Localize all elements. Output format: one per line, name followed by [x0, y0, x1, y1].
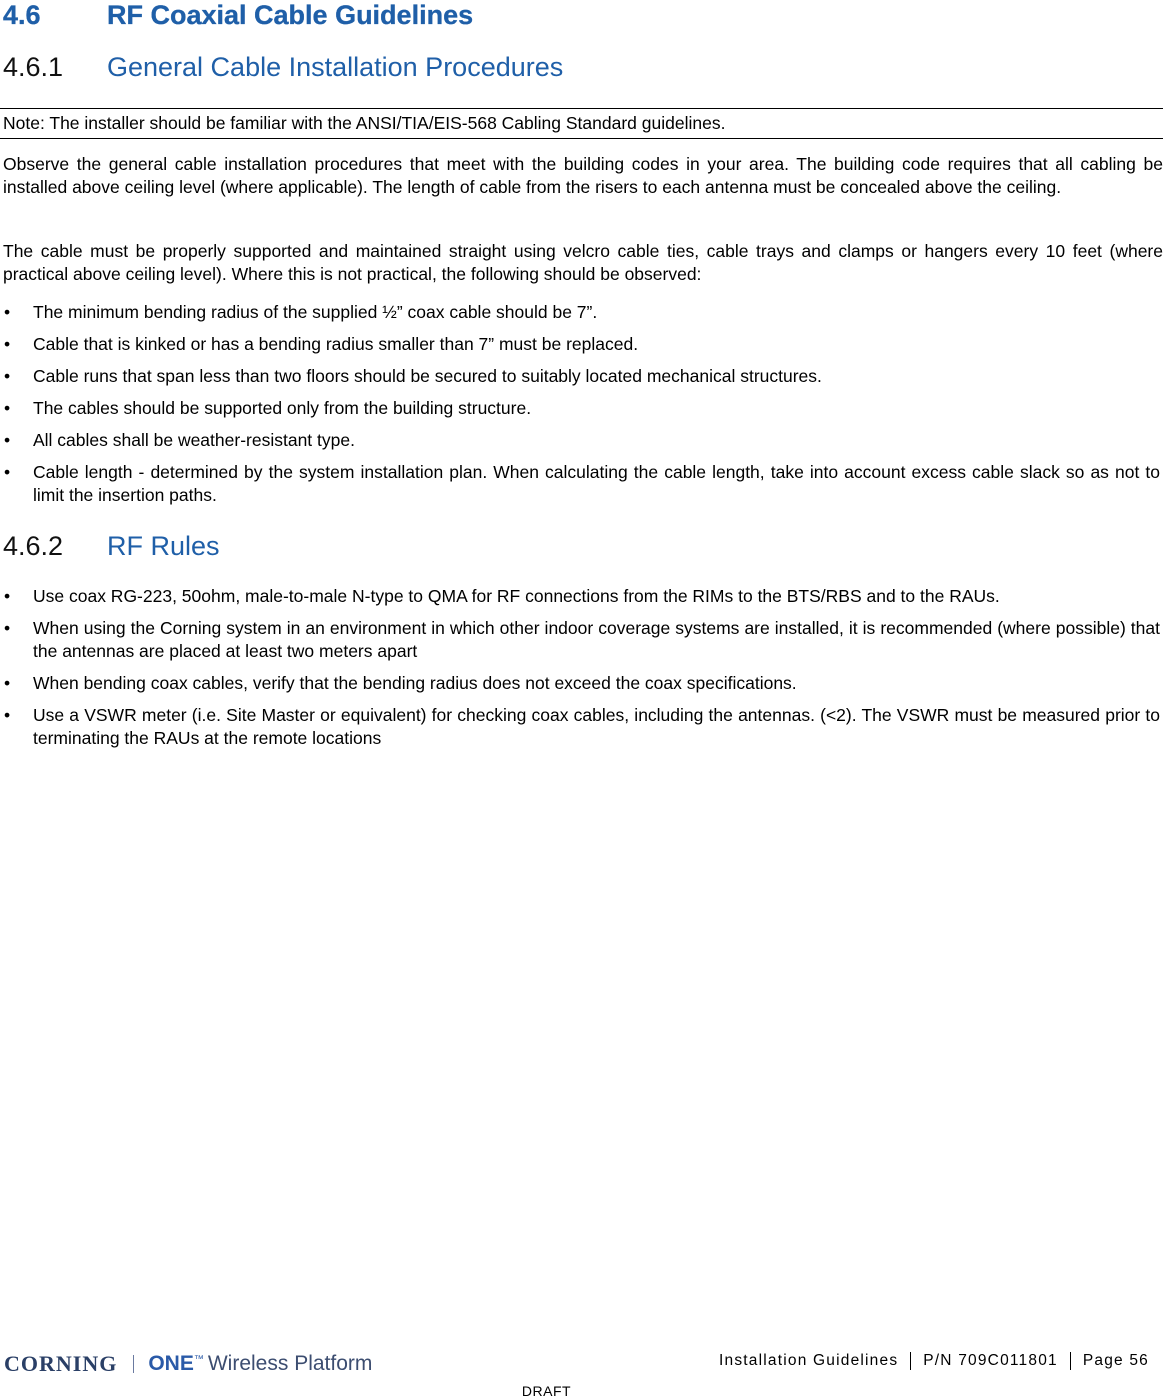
list-item-text: Use a VSWR meter (i.e. Site Master or equivalent) for checking coax cables, including the antennas. (<2). The VSWR must be measured prior to terminating the RAUs at the remote locations: [33, 705, 1160, 748]
list-item-text: When bending coax cables, verify that the bending radius does not exceed the coax specifications.: [33, 673, 797, 693]
bullet-icon: •: [4, 618, 11, 638]
section-title: RF Coaxial Cable Guidelines: [107, 0, 474, 30]
logo-corning: CORNING: [4, 1351, 118, 1376]
paragraph-general: Observe the general cable installation procedures that meet with the building codes in your area. The building code requires that all cabling be installed above ceiling level (where applicable). The length of cable from the risers to each antenna must be concealed above the ceiling.: [3, 154, 1163, 197]
list-item-text: All cables shall be weather-resistant type.: [33, 430, 355, 450]
list-item: [0, 461, 1160, 507]
note-box: Note: The installer should be familiar with the ANSI/TIA/EIS-568 Cabling Standard guidelines.: [0, 108, 1163, 139]
footer-page-number: Page 56: [1070, 1352, 1149, 1370]
list-item: [0, 365, 1160, 388]
page-footer: [707, 1348, 1149, 1374]
list-item: [0, 617, 1160, 663]
corning-one-logo: [4, 1351, 372, 1377]
list-item: [0, 333, 1160, 356]
bullet-icon: •: [4, 462, 11, 482]
list-item: [0, 704, 1160, 750]
bullet-icon: •: [4, 673, 11, 693]
bullet-icon: •: [4, 586, 11, 606]
subsection-title: General Cable Installation Procedures: [107, 52, 564, 82]
list-item-text: The cables should be supported only from the building structure.: [33, 398, 532, 418]
list-item-text: Cable length - determined by the system installation plan. When calculating the cable length, take into account excess cable slack so as not to limit the insertion paths.: [33, 462, 1160, 505]
logo-divider: [133, 1355, 134, 1373]
bullet-icon: •: [4, 334, 11, 354]
list-item: [0, 585, 1160, 608]
subsection-heading-4-6-2: [3, 531, 220, 562]
footer-part-number: P/N 709C011801: [910, 1352, 1070, 1370]
draft-label: DRAFT: [521, 1383, 572, 1399]
list-item-text: Cable that is kinked or has a bending radius smaller than 7” must be replaced.: [33, 334, 639, 354]
bullet-icon: •: [4, 366, 11, 386]
paragraph-support: The cable must be properly supported and maintained straight using velcro cable ties, cable trays and clamps or hangers every 10 feet (where practical above ceiling level). Where this is not practical, the following should be observed:: [3, 241, 1163, 284]
list-item: [0, 672, 1160, 695]
logo-platform: Wireless Platform: [207, 1352, 373, 1375]
logo-one: ONE: [148, 1352, 194, 1375]
bullet-icon: •: [4, 302, 11, 322]
list-item: [0, 397, 1160, 420]
bullet-icon: •: [4, 430, 11, 450]
subsection-number: 4.6.1: [3, 52, 64, 82]
subsection-title: RF Rules: [107, 531, 220, 561]
list-item-text: Use coax RG-223, 50ohm, male-to-male N-type to QMA for RF connections from the RIMs to the BTS/RBS and to the RAUs.: [33, 586, 1000, 606]
bullet-list-cable-installation: [0, 301, 1163, 507]
list-item-text: Cable runs that span less than two floors should be secured to suitably located mechanical structures.: [33, 366, 822, 386]
list-item: [0, 429, 1160, 452]
list-item-text: The minimum bending radius of the supplied ½” coax cable should be 7”.: [33, 302, 598, 322]
list-item-text: When using the Corning system in an environment in which other indoor coverage systems are installed, it is recommended (where possible) that the antennas are placed at least two meters apart: [33, 618, 1160, 661]
bullet-icon: •: [4, 398, 11, 418]
section-heading-4-6: [3, 0, 473, 31]
list-item: [0, 301, 1160, 324]
subsection-heading-4-6-1: [3, 52, 563, 83]
section-number: 4.6: [3, 0, 41, 30]
subsection-number: 4.6.2: [3, 531, 64, 561]
logo-trademark: ™: [193, 1353, 204, 1365]
bullet-list-rf-rules: [0, 585, 1163, 750]
bullet-icon: •: [4, 705, 11, 725]
footer-doc-type: Installation Guidelines: [719, 1352, 899, 1369]
